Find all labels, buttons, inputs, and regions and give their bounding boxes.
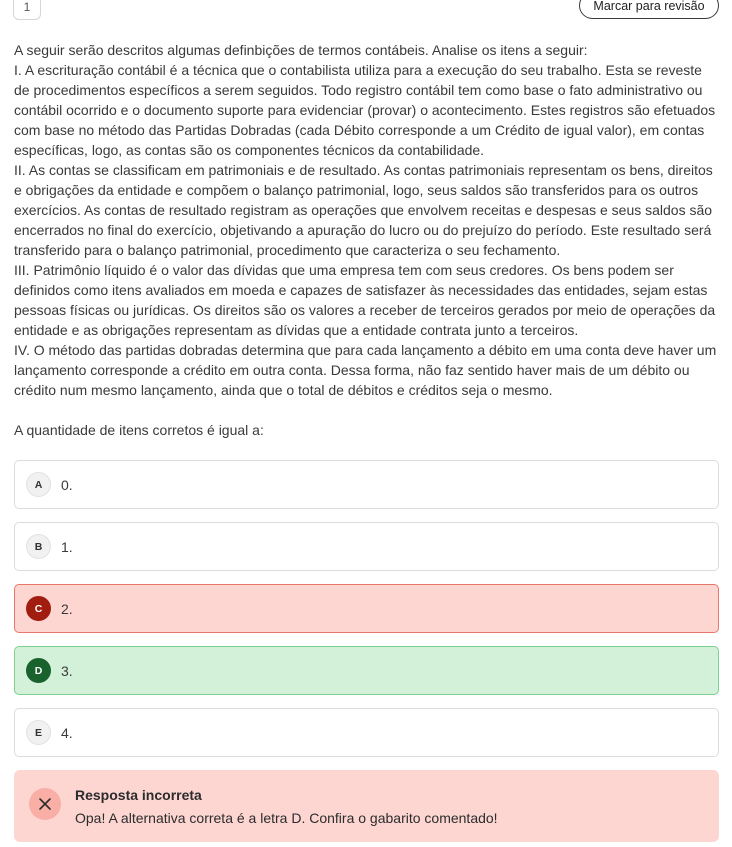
option-letter-badge: E [26, 720, 51, 745]
statement-intro: A seguir serão descritos algumas definbições de termos contábeis. Analise os itens a seguir: [14, 42, 588, 58]
option-letter-badge: B [26, 534, 51, 559]
statement-item-3: III. Patrimônio líquido é o valor das dívidas que uma empresa tem com seus credores. Os bens podem ser definidos como itens avaliados em moeda e capazes de satisfazer às necessidades das entidades, sejam estas pessoas físicas ou jurídicas. Os direitos são os valores a receber de terceiros gerados por meio de operações da entidade e as obrigações representam as dívidas que a entidade contrata junto a terceiros. [14, 262, 716, 338]
option-e[interactable] [14, 708, 719, 757]
answer-feedback-banner [14, 770, 719, 842]
question-prompt: A quantidade de itens corretos é igual a: [14, 422, 264, 438]
statement-item-2: II. As contas se classificam em patrimoniais e de resultado. As contas patrimoniais representam os bens, direitos e obrigações da entidade e compõem o balanço patrimonial, logo, seus saldos são transferidos para os outros exercícios. As contas de resultado registram as operações que envolvem receitas e despesas e seus saldos são encerrados no final do exercício, objetivando a apuração do lucro ou do prejuízo do período. Este resultado será transferido para o balanço patrimonial, procedimento que caracteriza o seu fechamento. [14, 162, 713, 258]
option-letter-badge: A [26, 472, 51, 497]
option-text: 0. [61, 476, 73, 493]
option-text: 1. [61, 538, 73, 555]
option-c-selected-wrong[interactable] [14, 584, 719, 633]
option-text: 4. [61, 724, 73, 741]
option-b[interactable] [14, 522, 719, 571]
mark-for-review-button[interactable]: Marcar para revisão [579, 0, 719, 19]
question-number-badge: 1 [13, 0, 41, 20]
option-text: 2. [61, 600, 73, 617]
option-d-correct[interactable] [14, 646, 719, 695]
question-statement [14, 40, 720, 400]
feedback-title: Resposta incorreta [75, 787, 202, 803]
option-letter-badge: C [26, 596, 51, 621]
close-icon [29, 788, 61, 820]
option-a[interactable] [14, 460, 719, 509]
feedback-message: Opa! A alternativa correta é a letra D. Confira o gabarito comentado! [75, 810, 498, 826]
statement-item-1: I. A escrituração contábil é a técnica que o contabilista utiliza para a execução do seu trabalho. Esta se reveste de procedimentos específicos a serem seguidos. Todo registro contábil tem como base o fato administrativo ou contábil ocorrido e o documento suporte para evidenciar (provar) o acontecimento. Estes registros são efetuados com base no método das Partidas Dobradas (cada Débito corresponde a um Crédito de igual valor), em contas específicas, logo, as contas são os componentes técnicos da contabilidade. [14, 62, 716, 158]
statement-item-4: IV. O método das partidas dobradas determina que para cada lançamento a débito em uma conta deve haver um lançamento corresponde a crédito em outra conta. Dessa forma, não faz sentido haver mais de um débito ou crédito num mesmo lançamento, ainda que o total de débitos e créditos seja o mesmo. [14, 342, 717, 398]
option-text: 3. [61, 662, 73, 679]
option-letter-badge: D [26, 658, 51, 683]
question-header [0, 0, 732, 22]
